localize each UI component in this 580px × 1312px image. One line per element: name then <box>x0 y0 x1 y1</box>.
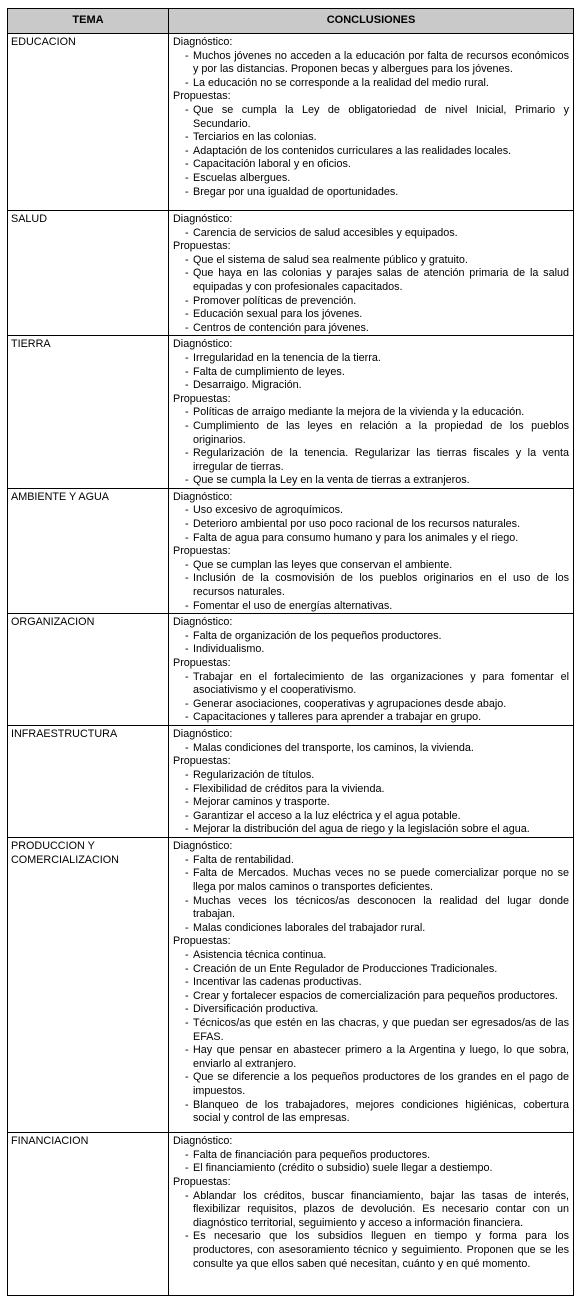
list-item-text: Fomentar el uso de energías alternativas. <box>193 599 393 612</box>
table-row <box>8 1133 574 1296</box>
tema-cell: INFRAESTRUCTURA <box>8 726 169 838</box>
dash-bullet: - <box>185 76 189 89</box>
list-item <box>173 1003 569 1017</box>
diagnostico-label: Diagnóstico: <box>173 213 233 225</box>
tema-cell: TIERRA <box>8 336 169 489</box>
propuestas-label: Propuestas: <box>173 935 231 948</box>
diagnostico-list <box>173 504 569 545</box>
dash-bullet: - <box>185 796 189 809</box>
list-item-text: Incentivar las cadenas productivas. <box>193 976 362 989</box>
propuestas-list <box>173 1190 569 1272</box>
list-item-text: Capacitación laboral y en oficios. <box>193 158 351 171</box>
conclusiones-cell <box>169 726 574 838</box>
list-item <box>173 504 569 518</box>
tema-cell: EDUCACION <box>8 34 169 211</box>
list-item-text: Malas condiciones del transporte, los caminos, la vivienda. <box>193 741 474 754</box>
list-item <box>173 600 569 614</box>
dash-bullet: - <box>185 989 189 1002</box>
tema-cell: ORGANIZACION <box>8 614 169 726</box>
dash-bullet: - <box>185 131 189 144</box>
list-item-text: Que se cumpla la Ley en la venta de tierras a extranjeros. <box>193 474 470 487</box>
dash-bullet: - <box>185 823 189 836</box>
list-item-text: Falta de agua para consumo humano y para los animales y el riego. <box>193 531 519 544</box>
list-item <box>173 783 569 797</box>
dash-bullet: - <box>185 531 189 544</box>
list-item-text: Centros de contención para jóvenes. <box>193 321 369 334</box>
list-item <box>173 77 569 91</box>
dash-bullet: - <box>185 948 189 961</box>
list-item-text: Irregularidad en la tenencia de la tierra. <box>193 351 381 364</box>
list-item <box>173 810 569 824</box>
list-item <box>173 963 569 977</box>
dash-bullet: - <box>185 962 189 975</box>
propuestas-list <box>173 671 569 725</box>
diagnostico-label: Diagnóstico: <box>173 616 233 629</box>
propuestas-list <box>173 559 569 613</box>
diagnostico-list <box>173 742 569 756</box>
list-item-text: Individualismo. <box>193 643 265 656</box>
dash-bullet: - <box>185 253 189 266</box>
list-item <box>173 711 569 725</box>
propuestas-list <box>173 406 569 488</box>
propuestas-label: Propuestas: <box>173 545 231 558</box>
conclusiones-cell <box>169 34 574 211</box>
list-item <box>173 572 569 599</box>
list-item-text: Hay que pensar en abastecer primero a la Argentina y luego, lo que sobra, enviarlo al extranjero. <box>193 1044 569 1070</box>
list-item <box>173 823 569 837</box>
list-item-text: Blanqueo de los trabajadores, mejores condiciones higiénicas, cobertura social y control de las empresas. <box>193 1098 569 1125</box>
list-item <box>173 976 569 990</box>
list-item-text: Muchas veces los técnicos/as desconocen la realidad del lugar donde trabajan. <box>193 894 569 921</box>
table-row <box>8 488 574 613</box>
list-item <box>173 698 569 712</box>
list-item <box>173 796 569 810</box>
list-item-text: Regularización de títulos. <box>193 769 315 781</box>
list-item-text: Falta de cumplimiento de leyes. <box>193 365 345 378</box>
list-item-text: Que se cumplan las leyes que conservan el ambiente. <box>193 558 453 571</box>
propuestas-list <box>173 949 569 1126</box>
list-item-text: El financiamiento (crédito o subsidio) suele llegar a destiempo. <box>193 1162 493 1175</box>
list-item-text: Generar asociaciones, cooperativas y agrupaciones desde abajo. <box>193 697 507 710</box>
table-row <box>8 34 574 211</box>
list-item-text: Terciarios en las colonias. <box>193 131 317 144</box>
propuestas-label: Propuestas: <box>173 392 231 405</box>
dash-bullet: - <box>185 741 189 754</box>
conclusions-table <box>7 8 574 1296</box>
list-item <box>173 742 569 756</box>
list-item-text: Capacitaciones y talleres para aprender a trabajar en grupo. <box>193 711 482 724</box>
list-item <box>173 1190 569 1231</box>
dash-bullet: - <box>185 518 189 531</box>
dash-bullet: - <box>185 1189 189 1202</box>
conclusiones-cell <box>169 838 574 1133</box>
dash-bullet: - <box>185 379 189 392</box>
dash-bullet: - <box>185 226 189 239</box>
list-item <box>173 322 569 336</box>
propuestas-label: Propuestas: <box>173 657 231 669</box>
list-item <box>173 1149 569 1163</box>
list-item <box>173 447 569 474</box>
dash-bullet: - <box>185 1016 189 1029</box>
diagnostico-list <box>173 854 569 936</box>
list-item <box>173 1162 569 1176</box>
list-item-text: Que el sistema de salud sea realmente público y gratuito. <box>193 253 468 266</box>
dash-bullet: - <box>185 1230 189 1243</box>
tema-cell: AMBIENTE Y AGUA <box>8 488 169 613</box>
list-item <box>173 254 569 268</box>
dash-bullet: - <box>185 1148 189 1161</box>
list-item <box>173 420 569 447</box>
dash-bullet: - <box>185 782 189 795</box>
dash-bullet: - <box>185 308 189 321</box>
dash-bullet: - <box>185 447 189 460</box>
diagnostico-list <box>173 227 569 241</box>
dash-bullet: - <box>185 1044 189 1057</box>
header-conclusiones: CONCLUSIONES <box>169 9 574 34</box>
diagnostico-label: Diagnóstico: <box>173 338 233 351</box>
propuestas-list <box>173 104 569 199</box>
dash-bullet: - <box>185 1071 189 1084</box>
diagnostico-label: Diagnóstico: <box>173 36 233 48</box>
list-item <box>173 267 569 294</box>
conclusiones-cell <box>169 1133 574 1296</box>
list-item-text: Inclusión de la cosmovisión de los pueblos originarios en el uso de los recursos naturales. <box>193 572 569 599</box>
dash-bullet: - <box>185 406 189 419</box>
list-item <box>173 145 569 159</box>
list-item-text: Que haya en las colonias y parajes salas de atención primaria de la salud equipadas y con profesionales capacitados. <box>193 267 569 293</box>
diagnostico-list <box>173 50 569 91</box>
propuestas-list <box>173 769 569 837</box>
dash-bullet: - <box>185 1098 189 1111</box>
list-item <box>173 949 569 963</box>
dash-bullet: - <box>185 185 189 198</box>
conclusiones-cell <box>169 614 574 726</box>
list-item-text: La educación no se corresponde a la realidad del medio rural. <box>193 76 489 89</box>
list-item <box>173 1017 569 1044</box>
list-item-text: Trabajar en el fortalecimiento de las organizaciones y para fomentar el asociativismo y el cooperativismo. <box>193 670 569 697</box>
dash-bullet: - <box>185 572 189 585</box>
list-item <box>173 1230 569 1271</box>
list-item <box>173 158 569 172</box>
dash-bullet: - <box>185 103 189 116</box>
dash-bullet: - <box>185 643 189 656</box>
list-item <box>173 671 569 698</box>
tema-cell: PRODUCCION Y COMERCIALIZACION <box>8 838 169 1133</box>
list-item <box>173 559 569 573</box>
dash-bullet: - <box>185 1003 189 1016</box>
dash-bullet: - <box>185 294 189 307</box>
list-item <box>173 186 569 200</box>
list-item <box>173 104 569 131</box>
list-item-text: Adaptación de los contenidos curriculares a las realidades locales. <box>193 144 512 157</box>
list-item-text: Técnicos/as que estén en las chacras, y que puedan ser egresados/as de las EFAS. <box>193 1016 569 1043</box>
list-item <box>173 352 569 366</box>
list-item-text: Falta de rentabilidad. <box>193 853 294 866</box>
list-item-text: Carencia de servicios de salud accesibles y equipados. <box>193 226 458 239</box>
list-item-text: Asistencia técnica continua. <box>193 948 327 961</box>
dash-bullet: - <box>185 711 189 724</box>
list-item <box>173 1071 569 1098</box>
list-item <box>173 366 569 380</box>
dash-bullet: - <box>185 894 189 907</box>
list-item <box>173 922 569 936</box>
list-item-text: Cumplimiento de las leyes en relación a la propiedad de los pueblos originarios. <box>193 419 569 446</box>
propuestas-label: Propuestas: <box>173 755 231 768</box>
diagnostico-label: Diagnóstico: <box>173 840 233 853</box>
dash-bullet: - <box>185 365 189 378</box>
list-item <box>173 518 569 532</box>
table-row <box>8 614 574 726</box>
list-item <box>173 308 569 322</box>
list-item-text: Falta de Mercados. Muchas veces no se puede comercializar porque no se llega por malos caminos o transportes deficientes. <box>193 867 569 893</box>
list-item-text: Educación sexual para los jóvenes. <box>193 308 363 321</box>
list-item <box>173 474 569 488</box>
list-item-text: Crear y fortalecer espacios de comercialización para pequeños productores. <box>193 989 558 1002</box>
dash-bullet: - <box>185 474 189 487</box>
list-item <box>173 1099 569 1126</box>
list-item-text: Escuelas albergues. <box>193 171 291 184</box>
list-item <box>173 867 569 894</box>
propuestas-list <box>173 254 569 336</box>
dash-bullet: - <box>185 504 189 517</box>
dash-bullet: - <box>185 921 189 934</box>
list-item <box>173 131 569 145</box>
list-item-text: Deterioro ambiental por uso poco racional de los recursos naturales. <box>193 518 521 531</box>
list-item <box>173 295 569 309</box>
diagnostico-list <box>173 630 569 657</box>
dash-bullet: - <box>185 867 189 880</box>
dash-bullet: - <box>185 158 189 171</box>
list-item-text: Que se diferencie a los pequeños productores de los grandes en el pago de impuestos. <box>193 1071 569 1097</box>
list-item <box>173 532 569 546</box>
tema-cell: SALUD <box>8 211 169 336</box>
list-item-text: Bregar por una igualdad de oportunidades. <box>193 185 399 198</box>
table-row <box>8 838 574 1133</box>
list-item-text: Promover políticas de prevención. <box>193 294 357 307</box>
list-item <box>173 854 569 868</box>
list-item <box>173 379 569 393</box>
diagnostico-list <box>173 1149 569 1176</box>
list-item-text: Mejorar la distribución del agua de riego y la legislación sobre el agua. <box>193 823 530 836</box>
propuestas-label: Propuestas: <box>173 240 231 253</box>
list-item <box>173 406 569 420</box>
table-row <box>8 211 574 336</box>
conclusiones-cell <box>169 336 574 489</box>
dash-bullet: - <box>185 171 189 184</box>
list-item-text: Que se cumpla la Ley de obligatoriedad de nivel Inicial, Primario y Secundario. <box>193 103 569 130</box>
dash-bullet: - <box>185 853 189 866</box>
list-item <box>173 50 569 77</box>
diagnostico-label: Diagnóstico: <box>173 490 233 503</box>
dash-bullet: - <box>185 769 189 781</box>
conclusiones-cell <box>169 488 574 613</box>
dash-bullet: - <box>185 267 189 280</box>
list-item <box>173 1044 569 1071</box>
dash-bullet: - <box>185 1162 189 1175</box>
list-item-text: Muchos jóvenes no acceden a la educación por falta de recursos económicos y por las distancias. Proponen becas y albergues para los jóvenes. <box>193 49 569 76</box>
dash-bullet: - <box>185 419 189 432</box>
list-item-text: Regularización de la tenencia. Regularizar las tierras fiscales y la venta irregular de tierras. <box>193 447 569 473</box>
dash-bullet: - <box>185 976 189 989</box>
list-item-text: Falta de organización de los pequeños productores. <box>193 629 442 642</box>
list-item <box>173 227 569 241</box>
table-row <box>8 336 574 489</box>
list-item <box>173 769 569 783</box>
list-item-text: Uso excesivo de agroquímicos. <box>193 504 344 517</box>
list-item-text: Diversificación productiva. <box>193 1003 319 1016</box>
list-item <box>173 990 569 1004</box>
list-item-text: Mejorar caminos y trasporte. <box>193 796 330 809</box>
conclusiones-cell <box>169 211 574 336</box>
tema-cell: FINANCIACION <box>8 1133 169 1296</box>
dash-bullet: - <box>185 599 189 612</box>
diagnostico-label: Diagnóstico: <box>173 728 233 741</box>
table-row <box>8 726 574 838</box>
diagnostico-label: Diagnóstico: <box>173 1135 233 1148</box>
dash-bullet: - <box>185 697 189 710</box>
dash-bullet: - <box>185 809 189 822</box>
header-row <box>8 9 574 34</box>
list-item-text: Ablandar los créditos, buscar financiamiento, bajar las tasas de interés, flexibilizar requisitos, plazos de devolución. Es necesario contar con un diagnóstico territorial, seguimiento y acceso a información financiera. <box>193 1189 569 1229</box>
list-item-text: Malas condiciones laborales del trabajador rural. <box>193 921 426 934</box>
list-item-text: Falta de financiación para pequeños productores. <box>193 1148 431 1161</box>
list-item-text: Políticas de arraigo mediante la mejora de la vivienda y la educación. <box>193 406 525 419</box>
diagnostico-list <box>173 352 569 393</box>
dash-bullet: - <box>185 670 189 683</box>
dash-bullet: - <box>185 321 189 334</box>
dash-bullet: - <box>185 558 189 571</box>
list-item <box>173 643 569 657</box>
list-item <box>173 895 569 922</box>
dash-bullet: - <box>185 49 189 62</box>
header-tema: TEMA <box>8 9 169 34</box>
dash-bullet: - <box>185 351 189 364</box>
list-item-text: Desarraigo. Migración. <box>193 379 302 392</box>
propuestas-label: Propuestas: <box>173 90 231 103</box>
list-item-text: Garantizar el acceso a la luz eléctrica y el agua potable. <box>193 809 461 822</box>
dash-bullet: - <box>185 144 189 157</box>
table-body <box>8 34 574 1296</box>
list-item-text: Es necesario que los subsidios lleguen en tiempo y forma para los productores, con asesoramiento técnico y seguimiento. Proponen que se les consulte ya que ellos saben qué necesitan, cuánto y en qué momento. <box>193 1230 569 1270</box>
list-item-text: Creación de un Ente Regulador de Producciones Tradicionales. <box>193 962 498 975</box>
list-item <box>173 630 569 644</box>
propuestas-label: Propuestas: <box>173 1176 231 1188</box>
dash-bullet: - <box>185 629 189 642</box>
list-item <box>173 172 569 186</box>
list-item-text: Flexibilidad de créditos para la vivienda. <box>193 782 385 795</box>
